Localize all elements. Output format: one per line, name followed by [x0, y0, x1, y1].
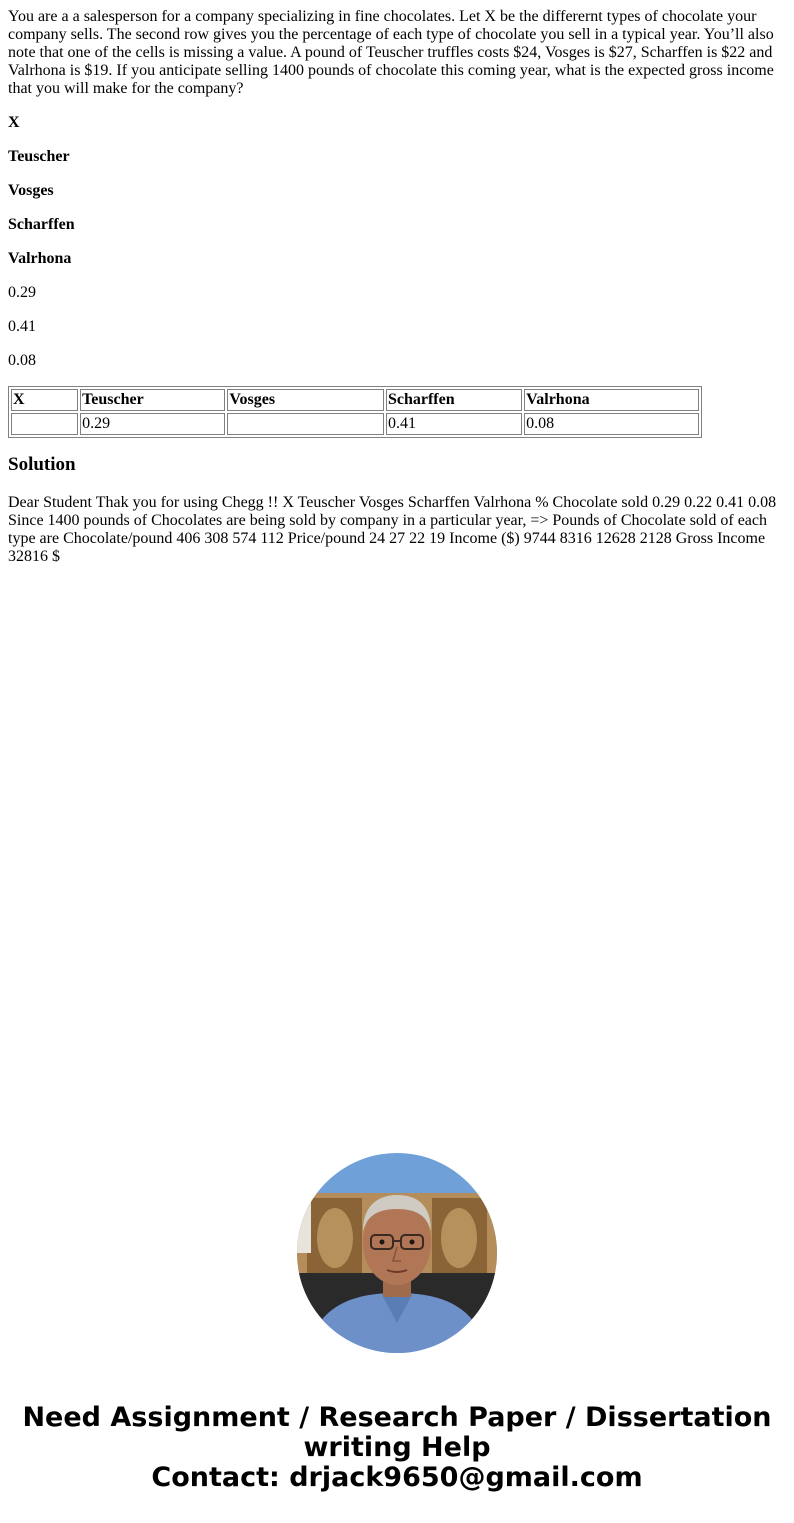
promo-contact: Contact: drjack9650@gmail.com: [151, 1462, 643, 1493]
page-content: [0, 0, 794, 566]
table-cell: 0.08: [524, 413, 699, 435]
label-vosges: Vosges: [8, 182, 54, 199]
table-header-cell: Vosges: [227, 389, 384, 411]
label-valrhona: Valrhona: [8, 250, 72, 267]
solution-text: Dear Student Thak you for using Chegg !! X Teuscher Vosges Scharffen Valrhona % Chocolate sold 0.29 0.22 0.41 0.08 Since 1400 pounds of Chocolates are being sold by company in a particular year, => Pounds of Chocolate sold of each type are Chocolate/pound 406 308 574 112 Price/pound 24 27 22 19 Income ($) 9744 8316 12628 2128 Gross Income 32816 $: [8, 494, 777, 565]
table-cell: 0.41: [386, 413, 522, 435]
table-header-row: [11, 389, 699, 411]
chocolate-table: [8, 386, 702, 438]
question-text: You are a a salesperson for a company specializing in fine chocolates. Let X be the differernt types of chocolate your company sells. The second row gives you the percentage of each type of chocolate you sell in a typical year. You’ll also note that one of the cells is missing a value. A pound of Teuscher truffles costs $24, Vosges is $27, Scharffen is $22 and Valrhona is $19. If you anticipate selling 1400 pounds of chocolate this coming year, what is the expected gross income that you will make for the company?: [8, 8, 774, 97]
table-header-cell: Teuscher: [80, 389, 225, 411]
table-header-cell: Valrhona: [524, 389, 699, 411]
value-valrhona: 0.08: [8, 352, 36, 369]
table-header-cell: Scharffen: [386, 389, 522, 411]
value-scharffen: 0.41: [8, 318, 36, 335]
author-photo-image: [297, 1153, 497, 1353]
promo-line: Need Assignment / Research Paper / Dissertation: [22, 1402, 772, 1433]
label-scharffen: Scharffen: [8, 216, 75, 233]
solution-heading: Solution: [8, 454, 76, 475]
label-teuscher: Teuscher: [8, 148, 70, 165]
label-x: X: [8, 114, 20, 131]
table-cell: [227, 413, 384, 435]
promo-line: writing Help: [303, 1432, 491, 1463]
promo-banner: [0, 1403, 794, 1493]
table-header-cell: X: [11, 389, 78, 411]
value-teuscher: 0.29: [8, 284, 36, 301]
author-avatar: [297, 1153, 497, 1353]
table-row: [11, 413, 699, 435]
table-cell: 0.29: [80, 413, 225, 435]
table-cell: [11, 413, 78, 435]
